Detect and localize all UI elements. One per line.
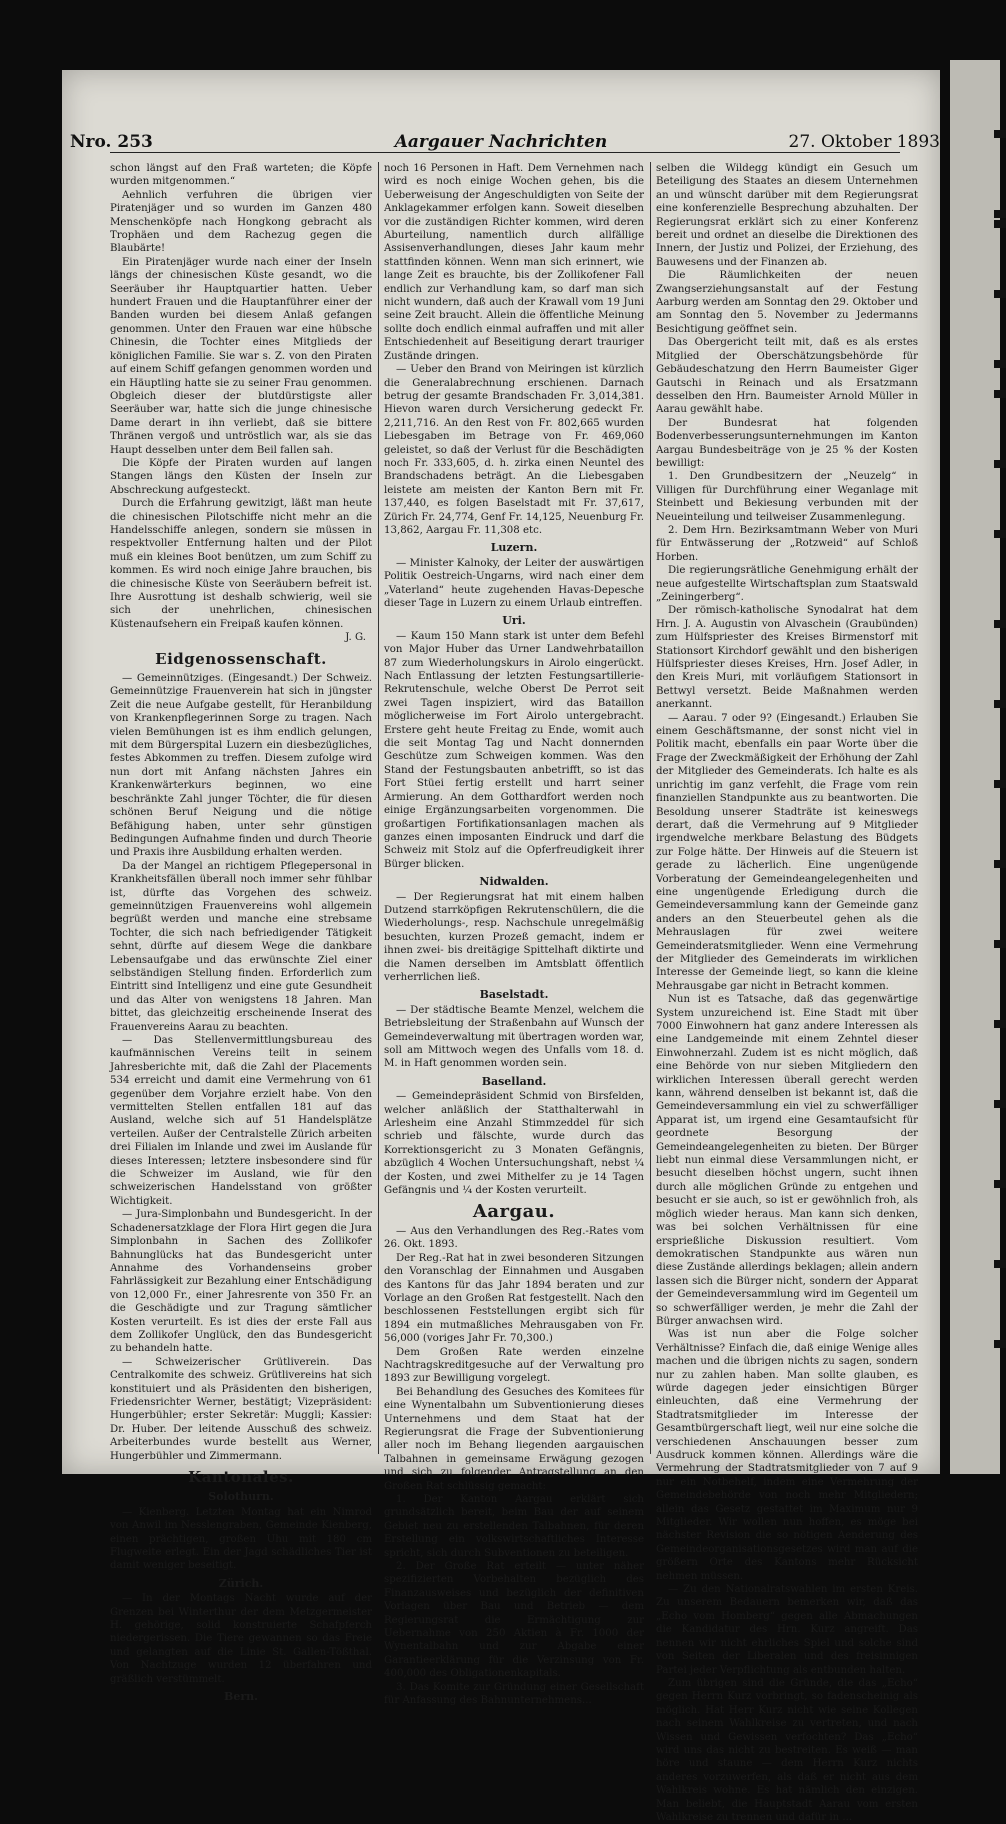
paragraph: — Gemeinnütziges. (Eingesandt.) Der Schweiz. Gemeinnützige Frauenverein hat sich in jüngster Zeit die neue Aufgabe gestellt, für Heranbildung von Krankenpflegerinnen Sorge zu tragen. Nach vielen Bemühungen ist es ihm endlich gelungen, mit dem Bürgerspital Luzern ein diesbezügliches, festes Abkommen zu treffen. Diesem zufolge wird nun dort mit Anfang nächsten Jahres ein Krankenwärterkurs beginnen, wo eine beschränkte Zahl junger Töchter, die für diesen schönen Beruf Neigung und die nötige Befähigung haben, unter sehr günstigen Bedingungen Aufnahme finden und durch Theorie und Praxis ihre Ausbildung erhalten werden.	[110, 673, 372, 859]
paragraph: selben die Wildegg kündigt ein Gesuch um Beteiligung des Staates an diesem Unternehmen an und wünscht darüber mit dem Regierungsrat eine konferenzielle Besprechung abzuhalten. Der Regierungsrat erklärt sich zu einer Konferenz bereit und ordnet an dieselbe die Direktionen des Innern, der Justiz und Polizei, der Erziehung, des Bauwesens und der Finanzen ab.	[656, 163, 918, 268]
paragraph: Aehnlich verfuhren die übrigen vier Piratenjäger und so wurden im Ganzen 480 Menschenköpfe nach Hongkong gebracht als Trophäen und dem Rachezug gegen die Blaubärte!	[110, 189, 372, 255]
paragraph: — Minister Kalnoky, der Leiter der auswärtigen Politik Oestreich-Ungarns, wird nach einer dem „Vaterland“ heute zugehenden Havas-Depesche dieser Tage in Luzern zu einem Urlaub eintreffen.	[384, 557, 644, 609]
issue-date: 27. Oktober 1893	[788, 132, 940, 152]
column-3	[656, 162, 919, 1823]
paragraph: Der Reg.-Rat hat in zwei besonderen Sitzungen den Voranschlag der Einnahmen und Ausgaben des Kantons für das Jahr 1894 beraten und zur Vorlage an den Großen Rat festgestellt. Nach den beschlossenen Feststellungen ergibt sich für 1894 ein mutmaßliches Mehrausgaben von Fr. 56,000 (voriges Jahr Fr. 70,300.)	[384, 1252, 644, 1345]
adjacent-page-edge	[950, 60, 1000, 1474]
paragraph: 1. Der Kanton Aargau erklärt sich grundsätzlich bereit, beim Bau der auf seinem Gebiet neu zu erstellenden Talbahnen, für deren Erstellung ein volkswirtschaftliches Interesse spricht, sich durch Subventionen zu beteiligen.	[384, 1494, 644, 1559]
paragraph: Die Köpfe der Piraten wurden auf langen Stangen längs den Küsten der Inseln zur Abschreckung aufgesteckt.	[110, 457, 372, 496]
paragraph: 1. Den Grundbesitzern der „Neuzelg“ in Villigen für Durchführung einer Weganlage mit Steinbett und Bekiesung verbunden mit der Neueinteilung und teilweiser Zusammenlegung.	[656, 471, 918, 523]
section-heading: Eidgenossenschaft.	[155, 649, 327, 668]
paragraph: Was ist nun aber die Folge solcher Verhältnisse? Einfach die, daß einige Wenige alles machen und die übrigen nichts zu sagen, sondern nur zu zahlen haben. Man sollte glauben, es würde dagegen jeder einsichtigen Bürger einleuchten, daß eine Vermehrung der Stadtratsmitglieder im Interesse der Gesamtbürgerschaft liegt, weil nur eine solche die verschiedenen Anschauungen besser zum Ausdruck kommen können. Allerdings wäre die Vermehrung der Stadtratsmitglieder von 7 auf 9 nur ein Notbehelf, indem eine Vermehrung der Gemeindebehörde von noch mehr Mitgliedern; allein das Gesetz gestattet im Maximum nur 9 Mitglieder. Wir wollen nun hoffen, es möge bei nächster Revision die so nötigen Aenderung des Gemeindeorganisationsgesetzes wird man auf die größern Orte des Kantons mehr Rücksicht nehmen müssen.	[656, 1329, 918, 1582]
column-1	[110, 162, 372, 1704]
column-divider	[650, 162, 651, 1454]
subsection-heading: Uri.	[502, 614, 526, 628]
masthead-rule	[110, 152, 900, 153]
paragraph: 3. Das Komite zur Gründung einer Gesellschaft für Anfassung des Bahnunternehmens...	[384, 1681, 644, 1707]
section-heading: Kantonales.	[188, 1468, 294, 1486]
paragraph: schon längst auf den Fraß warteten; die Köpfe wurden mitgenommen.“	[110, 163, 372, 188]
paragraph: Nun ist es Tatsache, daß das gegenwärtige System unzureichend ist. Eine Stadt mit über 7000 Einwohnern hat ganz andere Interessen als eine Landgemeinde mit einem Zehntel dieser Einwohnerzahl. Zudem ist es nicht möglich, daß eine Behörde von nur sieben Mitgliedern den wirklichen Interessen überall gerecht werden kann, während denselben ist bekannt ist, daß die Gemeindeversammlung ein viel zu schwerfälliger Apparat ist, um irgend eine Gesamtaufsicht für geordnete Besorgung der Gemeindeangelegenheiten zu bieten. Der Bürger liebt nun einmal diese Versammlungen nicht, er besucht dieselben höchst ungern, sucht ihnen durch alle möglichen Gründe zu entgehen und besucht er sie auch, so ist er gewöhnlich froh, als möglich wieder heraus. Man kann sich denken, was bei solchen Verhältnissen für eine ersprießliche Diskussion resultiert. Vom demokratischen Standpunkte aus wären nun diese Zustände allerdings beklagen; allein andern lassen sich die Bürger nicht, sondern der Apparat der Gemeindeversammlung wird im Gegenteil um so schwerfälliger werden, je mehr die Zahl der Bürger anwachsen wird.	[656, 994, 918, 1327]
paragraph: — Aus den Verhandlungen des Reg.-Rates vom 26. Okt. 1893.	[384, 1225, 644, 1251]
paragraph: — Aarau. 7 oder 9? (Eingesandt.) Erlauben Sie einem Geschäftsmanne, der sonst nicht viel in Politik macht, ebenfalls ein paar Worte über die Frage der Zweckmäßigkeit der Erhöhung der Zahl der Mitglieder des Gemeinderats. Ich halte es als unrichtig im ganz verfehlt, die Frage vom rein finanziellen Standpunkte aus zu beantworten. Die Besoldung unserer Stadträte ist keineswegs derart, daß die Vermehrung auf 9 Mitglieder irgendwelche merkbare Belastung des Büdgets zur Folge hätte. Der Hinweis auf die Steuern ist gerade zu lächerlich. Eine ungenügende Vorberatung der Gemeindeangelegenheiten und eine ungenügende Erledigung durch die Gemeindeversammlung kann der Gemeinde ganz anders an den Steuerbeutel gehen als die Mehrauslagen für zwei weitere Gemeinderatsmitglieder. Wenn eine Vermehrung der Mitglieder des Gemeinderats im wirklichen Interesse der Gemeinde liegt, so kann die kleine Mehrausgabe gar nicht in Betracht kommen.	[656, 712, 919, 992]
paragraph: 2. Dem Hrn. Bezirksamtmann Weber von Muri für Entwässerung der „Rotzweid“ auf Schloß Horben.	[656, 524, 918, 563]
paragraph: — Kaum 150 Mann stark ist unter dem Befehl von Major Huber das Urner Landwehrbataillon 87 zum Wiederholungskurs in Airolo eingerückt. Nach Entlassung der letzten Festungsartillerie-Rekrutenschule, welche Oberst De Perrot seit zwei Tagen inspiziert, wird das Bataillon möglicherweise im Fort Airolo untergebracht. Erstere geht heute Freitag zu Ende, womit auch die seit Montag Tag und Nacht donnernden Geschütze zum Schweigen kommen. Was den Stand der Festungsbauten anbetrifft, so ist das Fort Stüei fertig erstellt und harrt seiner Armierung. An dem Gotthardfort werden noch einige Ergänzungsarbeiten vorgenommen. Die großartigen Fortifikationsanlagen machen als ganzes einen imposanten Eindruck und darf die Schweiz mit Stolz auf die Opferfreudigkeit ihrer Bürger blicken.	[384, 630, 644, 870]
newspaper-page	[62, 70, 940, 1823]
paragraph: 2. Der Große Rat erteilt — unter näher spezifizierten Vorbehalten bezüglich des Finanzausweises und bezüglich der definitiven Vorlagen über Bau und Betrieb — dem Regierungsrat die Ermächtigung zur Uebernahme von 250 Aktien à Fr. 1000 der Wynentalbahn und zur Abgabe einer Garantieerklärung für die Verzinsung von Fr. 400,000 des Obligationenkapitals.	[384, 1561, 644, 1680]
subsection-heading: Zürich.	[218, 1576, 264, 1590]
subsection-heading: Baselstadt.	[479, 988, 549, 1002]
column-divider	[378, 162, 379, 1454]
paragraph: — Ueber den Brand von Meiringen ist kürzlich die Generalabrechnung erschienen. Darnach betrug der gesamte Brandschaden Fr. 3,014,381. Hievon waren durch Versicherung gedeckt Fr. 2,211,716. An den Rest von Fr. 802,665 wurden Liebesgaben im Betrage von Fr. 469,060 geleistet, so daß der Verlust für die Beschädigten noch Fr. 333,605, d. h. zirka einen Neuntel des Brandschadens beträgt. An die Liebesgaben leistete am meisten der Kanton Bern mit Fr. 137,440, es folgen Baselstadt mit Fr. 37,617, Zürich Fr. 24,774, Genf Fr. 14,125, Neuenburg Fr. 13,862, Aargau Fr. 11,308 etc.	[384, 364, 644, 536]
paragraph: Zum übrigen sind die Gründe, die das „Echo“ gegen Herrn Kurz vorbringt, so fadenscheinig als möglich. Hat Herr Kurz nicht wie seine Kollegen nach seinem Wahlkreise zu vertreten, und nach Wissen und Gewissen verfochten? Das „Echo“ wird uns das nicht zu bestreiten. Es weiß — man höre und staune — dem Herrn Kurz nichts anderes vorzuwerfen, als daß er nicht aus dem Wahlkreis wohne. Es hat nämlich den einzigen. Man beliebt, die Hauptstadt Aarau vom ersten Wahlkreise zu trennen und dafür in ...	[656, 1677, 918, 1823]
paragraph: — Das Stellenvermittlungsbureau des kaufmännischen Vereins teilt in seinem Jahresberichte mit, daß die Zahl der Placements 534 erreicht und damit eine Vermehrung von 61 gegenüber dem Vorjahre erzielt habe. Von den vermittelten Stellen entfallen 181 auf das Ausland, welche sich auf 51 Handelsplätze verteilen. Außer der Centralstelle Zürich arbeiten drei Filialen im Inlande und zwei im Auslande für dieses Interessen; letztere insbesondere sind für die Schweizer im Ausland, wie für den schweizerischen Handelsstand von größter Wichtigkeit.	[110, 1035, 372, 1207]
subsection-heading: Nidwalden.	[479, 875, 549, 889]
paragraph: — Gemeindepräsident Schmid von Birsfelden, welcher anläßlich der Statthalterwahl in Arlesheim eine Anzahl Stimmzeddel für sich schrieb und fälschte, wurde durch das Korrektionsgericht zu 3 Monaten Gefängnis, abzüglich 4 Wochen Untersuchungshaft, nebst ¼ der Kosten, und zwei Mithelfer zu je 14 Tagen Gefängnis und ¼ der Kosten verurteilt.	[384, 1091, 644, 1197]
paragraph: — In der Montags Nacht wurde auf der Grenzen bei Winterthur der dem Metzgermeister H. gehörige, solid konstruierte Schafpferch niedergerissen. Die Tiere gewannen so das Freie und gelangten auf die Linie St. Gallen-Tößthal. Von Nachtzuge wurden 12 überfahren und gräßlich verstümmelt.	[110, 1593, 372, 1685]
subsection-heading: Luzern.	[490, 541, 538, 555]
masthead	[62, 78, 940, 152]
paragraph: Der Bundesrat hat folgenden Bodenverbesserungsunternehmungen im Kanton Aargau Bundesbeiträge von je 25 % der Kosten bewilligt:	[656, 417, 918, 469]
paragraph: Bei Behandlung des Gesuches des Komitees für eine Wynentalbahn um Subventionierung dieses Unternehmens und dem Staat hat der Regierungsrat die Frage der Subventionierung aller noch im Behang liegenden aargauischen Talbahnen in gemeinsame Erwägung gezogen und sich zu folgender Antragstellung an den Großen Rat schlüssig gemacht:	[384, 1386, 644, 1492]
paragraph: — Der städtische Beamte Menzel, welchem die Betriebsleitung der Straßenbahn auf Wunsch der Gemeindeverwaltung mit übertragen worden war, soll am Mittwoch wegen des Unfalls vom 18. d. M. in Haft genommen worden sein.	[384, 1004, 644, 1070]
paragraph: Die regierungsrätliche Genehmigung erhält der neue aufgestellte Wirtschaftsplan zum Staatswald „Zeiningerberg“.	[656, 565, 918, 603]
newspaper-title: Aargauer Nachrichten	[394, 132, 608, 152]
author-signature: J. G.	[345, 632, 366, 644]
paragraph: Durch die Erfahrung gewitzigt, läßt man heute die chinesischen Pilotschiffe nicht mehr an die Handelsschiffe anlegen, sondern sie müssen in respektvoller Entfernung halten und der Pilot muß ein kleines Boot benützen, um zum Schiff zu kommen. Es wird noch einige Jahre brauchen, bis die chinesische Küste von Seeräubern befreit ist. Ihre Ausrottung ist deshalb schwierig, weil sie sich der unehrlichen, chinesischen Küstenaufsehern ein Freipaß kaufen können.	[110, 498, 372, 630]
paragraph: Da der Mangel an richtigem Pflegepersonal in Krankheitsfällen überall noch immer sehr fühlbar ist, dürfte das Vorgehen des schweiz. gemeinnützigen Frauenvereins wohl allgemein begrüßt werden und manche eine strebsame Tochter, die sich nach befriedigender Tätigkeit sehnt, dürfte auf diesem Wege die dankbare Lebensaufgabe und das erwünschte Ziel einer selbständigen Stellung finden. Erforderlich zum Eintritt sind Intelligenz und eine gute Gesundheit und das Alter von wenigstens 18 Jahren. Man bittet, das gleichzeitig erscheinende Inserat des Frauenvereins Aarau zu beachten.	[110, 860, 372, 1033]
paragraph: Die Räumlichkeiten der neuen Zwangserziehungsanstalt auf der Festung Aarburg werden am Sonntag den 29. Oktober und am Sonntag den 5. November zu Jedermanns Besichtigung geöffnet sein.	[656, 270, 918, 335]
column-2	[384, 162, 644, 1707]
section-heading: Aargau.	[472, 1201, 556, 1223]
paragraph: Der römisch-katholische Synodalrat hat dem Hrn. J. A. Augustin von Alvaschein (Graubünden) zum Hülfspriester des Kreises Birmenstorf mit Stationsort Kirchdorf gewählt und den bisherigen Hülfspriester dieses Kreises, Hrn. Josef Adler, in den Kreis Muri, mit vorläufigem Stationsort in Bettwyl versetzt. Beide Maßnahmen werden anerkannt.	[656, 605, 918, 711]
paragraph: Dem Großen Rate werden einzelne Nachtragskreditgesuche auf der Verwaltung pro 1893 zur Bewilligung vorgelegt.	[384, 1346, 644, 1385]
subsection-heading: Bern.	[224, 1690, 258, 1704]
subsection-heading: Solothurn.	[208, 1490, 274, 1504]
paragraph: Ein Piratenjäger wurde nach einer der Inseln längs der chinesischen Küste gesandt, wo die Seeräuber ihr Hauptquartier hatten. Ueber hundert Frauen und die Hauptanführer einer der Banden wurden bei diesem Anlaß gefangen genommen. Unter den Frauen war eine hübsche Chinesin, die Tochter eines Mitglieds der königlichen Familie. Sie war s. Z. von den Piraten auf einem Schiff gefangen genommen worden und ein Häuptling hatte sie zu seiner Frau genommen. Obgleich dieser der blutdürstigste aller Seeräuber war, hatte sich die junge chinesische Dame derart in ihn verliebt, daß sie bittere Thränen vergoß und untröstlich war, als sie das Haupt desselben unter dem Beil fallen sah.	[110, 256, 372, 456]
issue-number: Nro. 253	[70, 132, 153, 152]
paragraph: — Schweizerischer Grütliverein. Das Centralkomite des schweiz. Grütlivereins hat sich konstituiert und als Präsidenten den bisherigen, Friedensrichter Werner, bestätigt; Vizepräsident: Hungerbühler; erster Sekretär: Muggli; Kassier: Dr. Huber. Der leitende Ausschuß des schweiz. Arbeiterbundes wurde bestellt aus Werner, Hungerbühler und Zimmermann.	[110, 1356, 372, 1462]
paragraph: — Kienberg. Letzten Montag hat ein Nimrod von Anwil im Nesslengraben, Gemeinde Kienberg, einen prächtigen, großen Uhu mit 180 cm Flugweite erlegt. Ein der Jagd schädliches Tier ist damit weniger beseitigt.	[110, 1506, 372, 1572]
paragraph: Das Obergericht teilt mit, daß es als erstes Mitglied der Oberschätzungsbehörde für Gebäudeschatzung den Herrn Baumeister Giger Gautschi in Reinach und als Ersatzmann desselben den Hrn. Baumeister Arnold Müller in Aarau gewählt habe.	[656, 337, 918, 416]
paragraph: noch 16 Personen in Haft. Dem Vernehmen nach wird es noch einige Wochen gehen, bis die Ueberweisung der Angeschuldigten von Seite der Anklagekammer erfolgen kann. Soweit dieselben vor die zuständigen Richter kommen, wird deren Aburteilung, namentlich durch allfällige Assisenverhandlungen, dieses Jahr kaum mehr stattfinden können. Wenn man sich erinnert, wie lange Zeit es brauchte, bis der Zollikofener Fall endlich zur Verhandlung kam, so darf man sich nicht wundern, daß auch der Krawall vom 19 Juni seine Zeit braucht. Allein die öffentliche Meinung sollte doch endlich einmal aufraffen und mit aller Entschiedenheit auf Beseitigung derart trauriger Zustände dringen.	[384, 163, 644, 362]
paragraph: — Jura-Simplonbahn und Bundesgericht. In der Schadenersatzklage der Flora Hirt gegen die Jura Simplonbahn in Sachen des Zollikofer Bahnunglücks hat das Bundesgericht unter Annahme des Vorhandenseins grober Fahrlässigkeit zur Bezahlung einer Entschädigung von 12,000 Fr., einer Jahresrente von 350 Fr. an die Geschädigte und zur Tragung sämtlicher Kosten verurteilt. Es ist dies der erste Fall aus dem Zollikofer Unglück, den das Bundesgericht zu behandeln hatte.	[110, 1209, 372, 1355]
subsection-heading: Baselland.	[481, 1074, 547, 1088]
paragraph: — Zu den Nationalratswahlen im ersten Kreis. Zu unserem Bedauern bemerken wir, daß das „Echo vom Homberg“ gegen alle Abmachungen die Kandidatur des Hrn. Kurz angreift. Das nennen wir nicht ehrliches Spiel und solche sind von Seiten der Liberalen und des freisinnigen Partei jeder Verpflichtung als entbunden halten.	[656, 1584, 918, 1676]
paragraph: — Der Regierungsrat hat mit einem halben Dutzend starrköpfigen Rekrutenschülern, die die Wiederholungs-, resp. Nachschule unregelmäßig besuchten, kurzen Prozeß gemacht, indem er ihnen zwei- bis dreitägige Spittelhaft diktirte und die Namen derselben im Amtsblatt öffentlich verherrlichen ließ.	[384, 891, 644, 983]
